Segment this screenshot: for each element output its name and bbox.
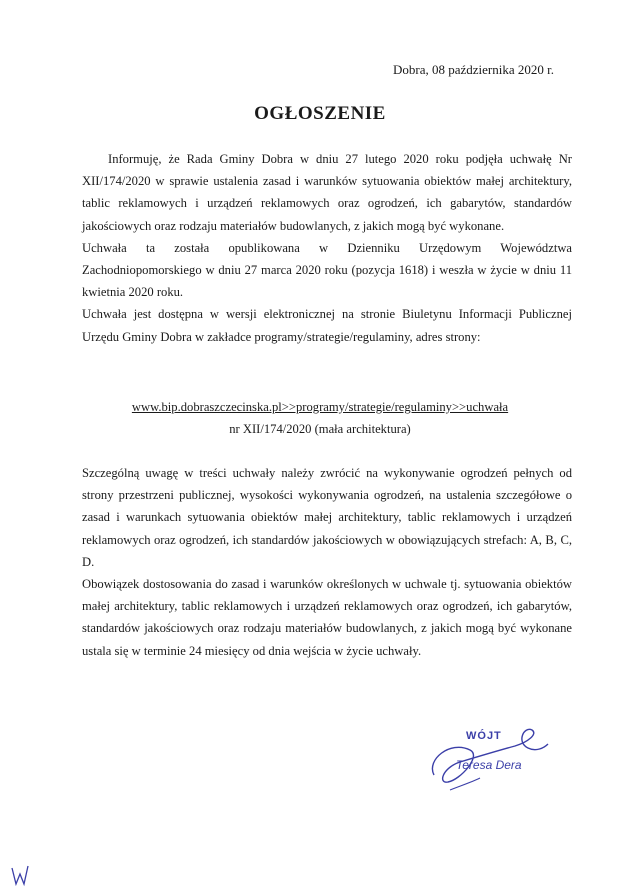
paragraph-resolution: Informuję, że Rada Gminy Dobra w dniu 27 lutego 2020 roku podjęła uchwałę Nr XII/174/2020 w sprawie ustalenia zasad i warunków sytuowania obiektów małej architektury, tablic reklamowych i urządzeń reklamowych oraz ogrodzeń, ich gabarytów, standardów jakościowych oraz rodzaju materiałów budowlanych, z jakich mogą być wykonane. [82,152,572,233]
bip-link[interactable]: www.bip.dobraszczecinska.pl>>programy/strategie/regulaminy>>uchwała [131,400,509,414]
handwritten-initial-mark [8,860,38,890]
paragraph-publication: Uchwała ta została opublikowana w Dzienniku Urzędowym Województwa Zachodniopomorskiego w dniu 27 marca 2020 roku (pozycja 1618) i weszła w życie w dniu 11 kwietnia 2020 roku. [82,240,572,300]
document-title: OGŁOSZENIE [254,103,386,124]
paragraph-availability: Uchwała jest dostępna w wersji elektronicznej na stronie Biuletynu Informacji Publicznej Urzędu Gminy Dobra w zakładce programy/strategie/regulaminy, adres strony: [82,307,572,344]
signature-name: Teresa Dera [456,758,522,772]
link-block [0,396,640,440]
body-top [82,148,572,348]
paragraph-attention: Szczególną uwagę w treści uchwały należy zwrócić na wykonywanie ogrodzeń pełnych od strony przestrzeni publicznej, wysokości wykonywania ogrodzeń, na ustalenia szczegółowe o zasad i warunkach sytuowania obiektów małej architektury, tablic reklamowych i urządzeń reklamowych oraz ogrodzeń, ich standardów jakościowych w obowiązujących strefach: A, B, C, D. [82,466,572,569]
paragraph-obligation: Obowiązek dostosowania do zasad i warunków określonych w uchwale tj. sytuowania obiektów małej architektury, tablic reklamowych i urządzeń reklamowych oraz ogrodzeń, ich gabarytów, standardów jakościowych oraz rodzaju materiałów budowlanych, z jakich mogą być wykonane ustala się w terminie 24 miesięcy od dnia wejścia w życie uchwały. [82,577,572,658]
signature-title: WÓJT [466,730,502,742]
date-line: Dobra, 08 października 2020 r. [392,62,554,77]
body-bottom [82,462,572,662]
link-caption: nr XII/174/2020 (mała architektura) [229,422,411,437]
